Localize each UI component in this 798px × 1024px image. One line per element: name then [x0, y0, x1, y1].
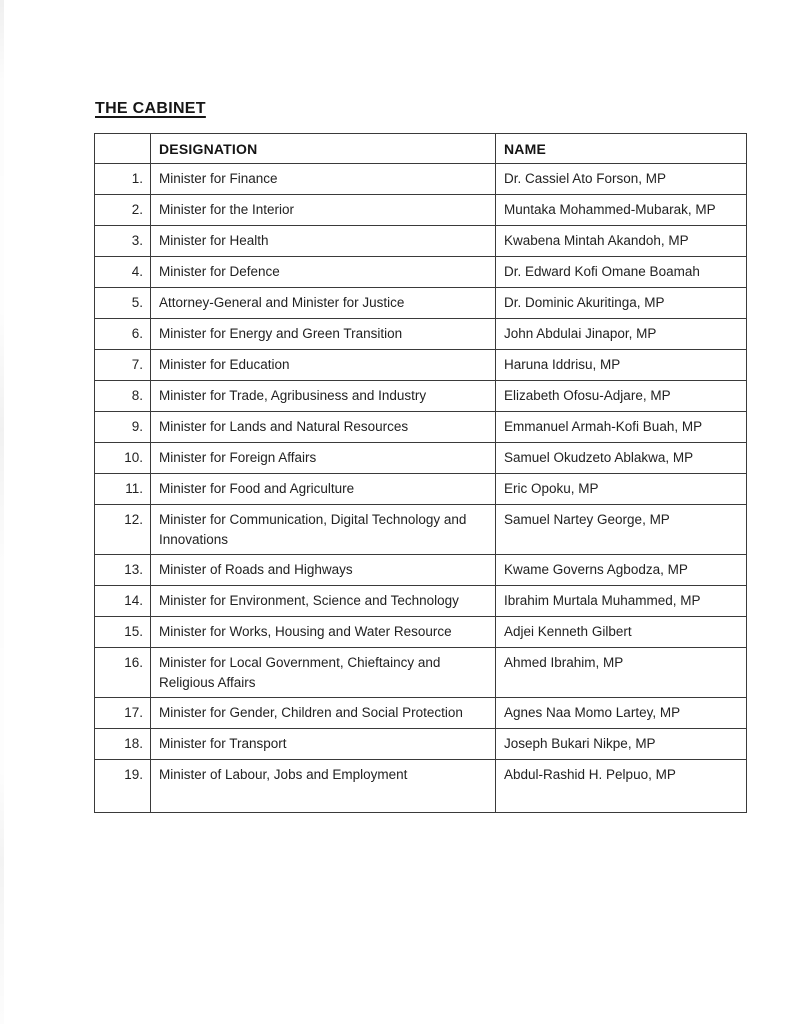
scan-artifact-strip [0, 0, 4, 1024]
name-cell: Dr. Dominic Akuritinga, MP [496, 288, 747, 319]
table-row [95, 350, 747, 381]
name-cell: Kwame Governs Agbodza, MP [496, 555, 747, 586]
designation-cell: Minister for Lands and Natural Resources [151, 412, 496, 443]
row-number-cell: 16. [95, 648, 151, 698]
header-name-cell: NAME [496, 134, 747, 164]
designation-cell: Minister for Local Government, Chieftaincy and Religious Affairs [151, 648, 496, 698]
table-row [95, 164, 747, 195]
table-row [95, 412, 747, 443]
header-number-cell [95, 134, 151, 164]
row-number-cell: 4. [95, 257, 151, 288]
name-cell: Ibrahim Murtala Muhammed, MP [496, 586, 747, 617]
row-number-cell: 13. [95, 555, 151, 586]
row-number-cell: 5. [95, 288, 151, 319]
row-number-cell: 14. [95, 586, 151, 617]
table-row [95, 505, 747, 555]
row-number-cell: 2. [95, 195, 151, 226]
row-number-cell: 15. [95, 617, 151, 648]
designation-cell: Minister of Roads and Highways [151, 555, 496, 586]
name-cell: Haruna Iddrisu, MP [496, 350, 747, 381]
name-cell: Elizabeth Ofosu-Adjare, MP [496, 381, 747, 412]
table-row [95, 648, 747, 698]
name-cell: Dr. Cassiel Ato Forson, MP [496, 164, 747, 195]
designation-cell: Minister for Finance [151, 164, 496, 195]
name-cell: Abdul-Rashid H. Pelpuo, MP [496, 760, 747, 813]
designation-cell: Minister for Health [151, 226, 496, 257]
designation-cell: Minister for Communication, Digital Technology and Innovations [151, 505, 496, 555]
row-number-cell: 11. [95, 474, 151, 505]
row-number-cell: 6. [95, 319, 151, 350]
designation-cell: Minister for Education [151, 350, 496, 381]
table-row [95, 288, 747, 319]
designation-cell: Minister of Labour, Jobs and Employment [151, 760, 496, 813]
table-row [95, 474, 747, 505]
table-row [95, 698, 747, 729]
table-row [95, 617, 747, 648]
header-designation-cell: DESIGNATION [151, 134, 496, 164]
table-row [95, 226, 747, 257]
row-number-cell: 17. [95, 698, 151, 729]
designation-cell: Minister for Foreign Affairs [151, 443, 496, 474]
name-cell: Kwabena Mintah Akandoh, MP [496, 226, 747, 257]
page-title: THE CABINET [95, 100, 206, 117]
name-cell: John Abdulai Jinapor, MP [496, 319, 747, 350]
name-cell: Joseph Bukari Nikpe, MP [496, 729, 747, 760]
row-number-cell: 3. [95, 226, 151, 257]
name-cell: Samuel Nartey George, MP [496, 505, 747, 555]
designation-cell: Minister for Environment, Science and Technology [151, 586, 496, 617]
row-number-cell: 18. [95, 729, 151, 760]
row-number-cell: 12. [95, 505, 151, 555]
name-cell: Emmanuel Armah-Kofi Buah, MP [496, 412, 747, 443]
cabinet-table [94, 133, 747, 813]
row-number-cell: 9. [95, 412, 151, 443]
table-header-row [95, 134, 747, 164]
name-cell: Eric Opoku, MP [496, 474, 747, 505]
designation-cell: Minister for Trade, Agribusiness and Industry [151, 381, 496, 412]
row-number-cell: 8. [95, 381, 151, 412]
row-number-cell: 1. [95, 164, 151, 195]
name-cell: Agnes Naa Momo Lartey, MP [496, 698, 747, 729]
designation-cell: Minister for Defence [151, 257, 496, 288]
name-cell: Muntaka Mohammed-Mubarak, MP [496, 195, 747, 226]
designation-cell: Minister for Energy and Green Transition [151, 319, 496, 350]
name-cell: Adjei Kenneth Gilbert [496, 617, 747, 648]
table-row [95, 555, 747, 586]
table-row [95, 760, 747, 813]
designation-cell: Minister for Food and Agriculture [151, 474, 496, 505]
table-row [95, 195, 747, 226]
table-body [95, 164, 747, 813]
name-cell: Samuel Okudzeto Ablakwa, MP [496, 443, 747, 474]
designation-cell: Minister for the Interior [151, 195, 496, 226]
name-cell: Ahmed Ibrahim, MP [496, 648, 747, 698]
table-row [95, 586, 747, 617]
designation-cell: Minister for Gender, Children and Social Protection [151, 698, 496, 729]
designation-cell: Minister for Works, Housing and Water Resource [151, 617, 496, 648]
table-row [95, 443, 747, 474]
table-row [95, 257, 747, 288]
row-number-cell: 19. [95, 760, 151, 813]
table-row [95, 729, 747, 760]
name-cell: Dr. Edward Kofi Omane Boamah [496, 257, 747, 288]
row-number-cell: 10. [95, 443, 151, 474]
designation-cell: Attorney-General and Minister for Justice [151, 288, 496, 319]
designation-cell: Minister for Transport [151, 729, 496, 760]
table-row [95, 319, 747, 350]
row-number-cell: 7. [95, 350, 151, 381]
table-row [95, 381, 747, 412]
